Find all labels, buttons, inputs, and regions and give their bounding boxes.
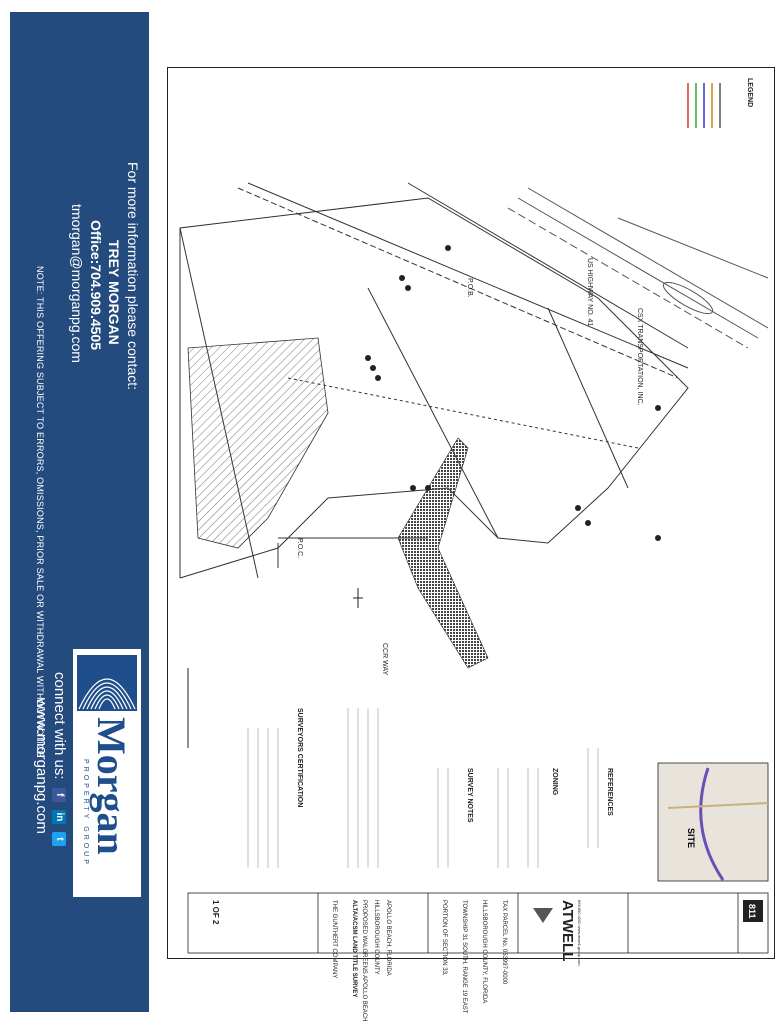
- survey-drawing: [168, 68, 774, 1022]
- connect-row: [52, 672, 67, 846]
- references-heading: REFERENCES: [606, 768, 613, 816]
- us-highway-label: US HIGHWAY NO. 41: [586, 258, 593, 327]
- call-811-badge: [743, 900, 763, 922]
- survey-county: HILLSBOROUGH COUNTY: [373, 900, 379, 975]
- twitter-icon[interactable]: t: [52, 832, 66, 846]
- sheet-number: 1 OF 2: [211, 900, 220, 925]
- atwell-contact: 866.850.4200 www.atwell-group.com: [577, 900, 582, 966]
- zoning-heading: ZONING: [551, 768, 558, 796]
- atwell-logo: [533, 900, 582, 966]
- township-line: TOWNSHIP 31 SOUTH, RANGE 19 EAST: [461, 900, 467, 1014]
- surveyors-cert-heading: SURVEYORS CERTIFICATION: [296, 708, 303, 808]
- agent-name: TREY MORGAN: [106, 240, 122, 345]
- survey-city: APOLLO BEACH, FLORIDA: [385, 900, 391, 976]
- connect-label: connect with us:: [51, 672, 68, 780]
- company-logo: [73, 649, 141, 897]
- website-link[interactable]: www.morganpg.com: [33, 698, 50, 834]
- client-name: THE GUNTHERT COMPANY: [331, 900, 337, 979]
- contact-intro: For more information please contact:: [125, 162, 141, 390]
- svg-text:CCR WAY: CCR WAY: [381, 643, 388, 676]
- office-phone: Office:704.909.4505: [88, 220, 104, 350]
- tax-parcel: TAX PARCEL No. 053997-0000: [501, 900, 507, 985]
- survey-plat: [167, 67, 775, 1022]
- legend-heading: LEGEND: [746, 78, 753, 108]
- county-line: HILLSBOROUGH COUNTY, FLORIDA: [481, 900, 487, 1004]
- facebook-icon[interactable]: f: [52, 788, 66, 802]
- logo-subtitle: PROPERTY GROUP: [82, 759, 89, 867]
- svg-text:811: 811: [747, 904, 757, 919]
- poc-label: P.O.C.: [296, 538, 303, 559]
- survey-title-1: ALTA/ACSM LAND TITLE SURVEY: [351, 900, 357, 998]
- disclaimer-note: NOTE: THIS OFFERING SUBJECT TO ERRORS, OMISSIONS, PRIOR SALE OR WITHDRAWAL WITHOUT NOTICE: [35, 266, 45, 758]
- contact-sidebar: [10, 12, 149, 1012]
- csx-label: CSX TRANSPORTATION, INC.: [636, 308, 643, 406]
- survey-title-2: PROPOSED WALGREENS APOLLO BEACH: [361, 900, 367, 1022]
- section-line: PORTION OF SECTION 33,: [441, 900, 447, 976]
- linkedin-icon[interactable]: in: [52, 810, 66, 824]
- site-label: SITE: [686, 828, 696, 849]
- logo-wordmark: Morgan: [89, 717, 134, 855]
- email-link[interactable]: tmorgan@morganpg.com: [69, 204, 85, 363]
- survey-notes-heading: SURVEY NOTES: [466, 768, 473, 823]
- pob-label: P.O.B.: [466, 278, 473, 298]
- atwell-wordmark: ATWELL: [559, 900, 576, 962]
